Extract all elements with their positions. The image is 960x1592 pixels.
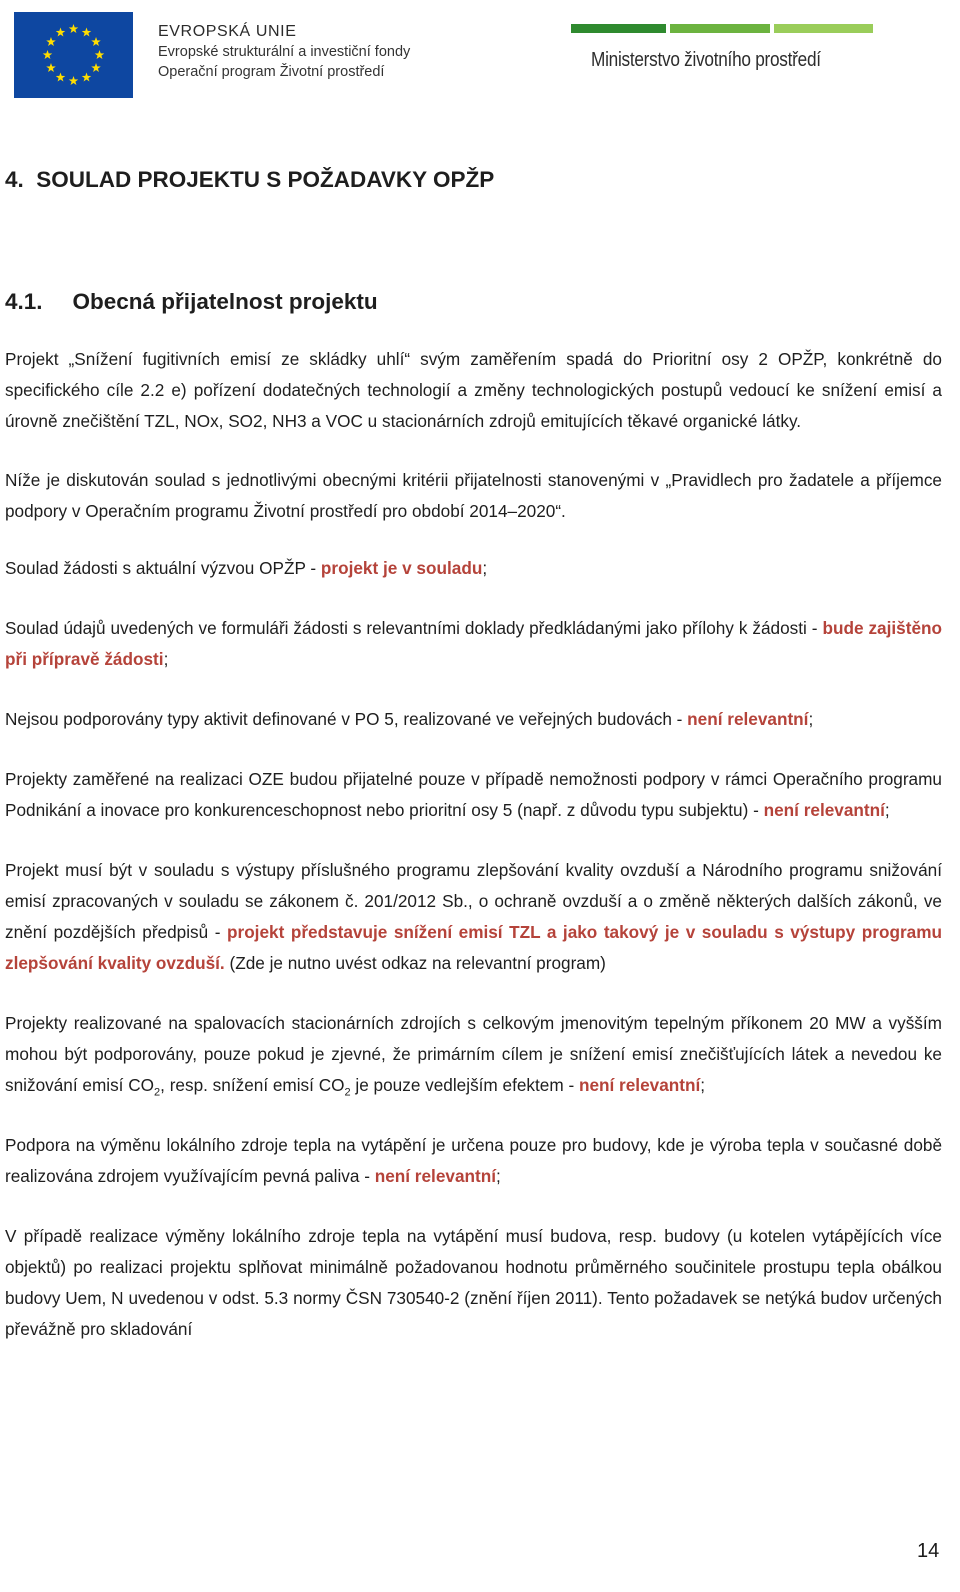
subsection-heading	[5, 282, 942, 322]
eu-star-icon	[56, 27, 66, 36]
eu-star-icon	[82, 73, 92, 82]
ministry-bar-2	[670, 24, 769, 33]
ministry-bar-1	[571, 24, 666, 33]
eu-star-icon	[91, 37, 101, 46]
ministry-logo	[571, 24, 873, 72]
p6-highlight: není relevantní	[763, 800, 885, 820]
p8-text-b: , resp. snížení emisí CO	[160, 1075, 345, 1095]
paragraph-4	[5, 613, 942, 675]
p3-highlight: projekt je v souladu	[320, 558, 483, 578]
paragraph-5	[5, 704, 942, 735]
p5-text: Nejsou podporovány typy aktivit definované v PO 5, realizované ve veřejných budovách -	[5, 709, 688, 729]
p8-text-a: Projekty realizované na spalovacích stacionárních zdrojích s celkovým jmenovitým tepelným příkonem 20 MW a vyšším mohou být podporovány, pouze pokud je zjevné, že primárním cílem je snížení emisí znečišťujících látek a nevedou ke snižování emisí CO	[5, 1013, 942, 1095]
eu-star-icon	[43, 50, 53, 59]
ministry-color-bars	[571, 24, 873, 33]
p9-end: ;	[496, 1166, 501, 1186]
paragraph-8	[5, 1008, 942, 1101]
p4-text: Soulad údajů uvedených ve formuláři žádosti s relevantními doklady předkládanými jako přílohy k žádosti -	[5, 618, 823, 638]
p3-text: Soulad žádosti s aktuální výzvou OPŽP -	[5, 558, 321, 578]
p8-subscript-1: 2	[154, 1086, 161, 1099]
page-header	[0, 0, 960, 110]
paragraph-6	[5, 764, 942, 826]
p5-highlight: není relevantní	[687, 709, 809, 729]
p7-text: Projekt musí být v souladu s výstupy příslušného programu zlepšování kvality ovzduší a Národního programu snižování emisí zpracovaných v souladu se zákonem č. 201/2012 Sb., o ochraně ovzduší a o změně některých dalších zákonů, ve znění pozdějších předpisů -	[5, 860, 942, 942]
eu-program-text	[158, 22, 410, 82]
p5-end: ;	[808, 709, 814, 729]
p4-end: ;	[163, 649, 169, 669]
eu-star-icon	[69, 76, 79, 85]
eu-program: Operační program Životní prostředí	[158, 64, 385, 80]
eu-star-icon	[95, 50, 105, 59]
p7-end: (Zde je nutno uvést odkaz na relevantní program)	[224, 953, 606, 973]
ministry-name: Ministerstvo životního prostředí	[591, 49, 821, 71]
page-number: 14	[917, 1540, 940, 1562]
paragraph-3	[5, 553, 942, 584]
p6-end: ;	[884, 800, 890, 820]
paragraph-1: Projekt „Snížení fugitivních emisí ze skládky uhlí“ svým zaměřením spadá do Prioritní osy 2 OPŽP, konkrétně do specifického cíle 2.2 e) pořízení dodatečných technologií a změny technologických postupů vedoucí ke snížení emisí a úrovně znečištění TZL, NOx, SO2, NH3 a VOC u stacionárních zdrojů emitujících těkavé organické látky.	[5, 349, 942, 431]
p6-text: Projekty zaměřené na realizaci OZE budou přijatelné pouze v případě nemožnosti podpory v rámci Operačního programu Podnikání a inovace pro konkurenceschopnost nebo prioritní osy 5 (např. z důvodu typu subjektu) -	[5, 769, 942, 820]
p8-end: ;	[700, 1075, 706, 1095]
eu-star-icon	[46, 37, 56, 46]
p4-highlight: bude zajištěno při přípravě žádosti	[5, 618, 943, 669]
eu-flag-logo	[14, 12, 133, 98]
paragraph-9	[5, 1130, 942, 1192]
p8-text-c: je pouze vedlejším efektem -	[350, 1075, 579, 1095]
subsection-title: Obecná přijatelnost projektu	[72, 289, 378, 314]
p9-text: Podpora na výměnu lokálního zdroje tepla na vytápění je určena pouze pro budovy, kde je výroba tepla v současné době realizována zdrojem využívajícím pevná paliva -	[5, 1135, 942, 1186]
p3-end: ;	[482, 558, 488, 578]
subsection-number: 4.1.	[5, 289, 43, 314]
eu-star-icon	[56, 73, 66, 82]
paragraph-7	[5, 855, 942, 979]
eu-star-icon	[46, 63, 56, 72]
p8-subscript-2: 2	[344, 1086, 351, 1099]
section-heading: 4. SOULAD PROJEKTU S POŽADAVKY OPŽP	[5, 167, 495, 192]
document-body	[5, 160, 942, 1345]
eu-funds: Evropské strukturální a investiční fondy	[158, 44, 411, 60]
p8-highlight: není relevantní	[578, 1075, 701, 1095]
paragraph-10: V případě realizace výměny lokálního zdroje tepla na vytápění musí budova, resp. budovy (u kotelen vytápějících více objektů) po realizaci projektu splňovat minimálně požadovanou hodnotu průměrného součinitele prostupu tepla obálkou budovy Uem, N uvedenou v odst. 5.3 normy ČSN 730540-2 (znění říjen 2011). Tento požadavek se netýká budov určených převážně pro skladování	[5, 1226, 942, 1339]
eu-title: EVROPSKÁ UNIE	[158, 23, 297, 40]
p9-highlight: není relevantní	[374, 1166, 497, 1186]
ministry-bar-3	[774, 24, 873, 33]
paragraph-2: Níže je diskutován soulad s jednotlivými obecnými kritérii přijatelnosti stanovenými v „Pravidlech pro žadatele a příjemce podpory v Operačním programu Životní prostředí pro období 2014–2020“.	[5, 470, 942, 521]
eu-star-icon	[69, 24, 79, 33]
eu-star-icon	[82, 27, 92, 36]
p7-highlight: projekt představuje snížení emisí TZL a jako takový je v souladu s výstupy programu zlepšování kvality ovzduší.	[5, 922, 942, 973]
eu-star-icon	[91, 63, 101, 72]
